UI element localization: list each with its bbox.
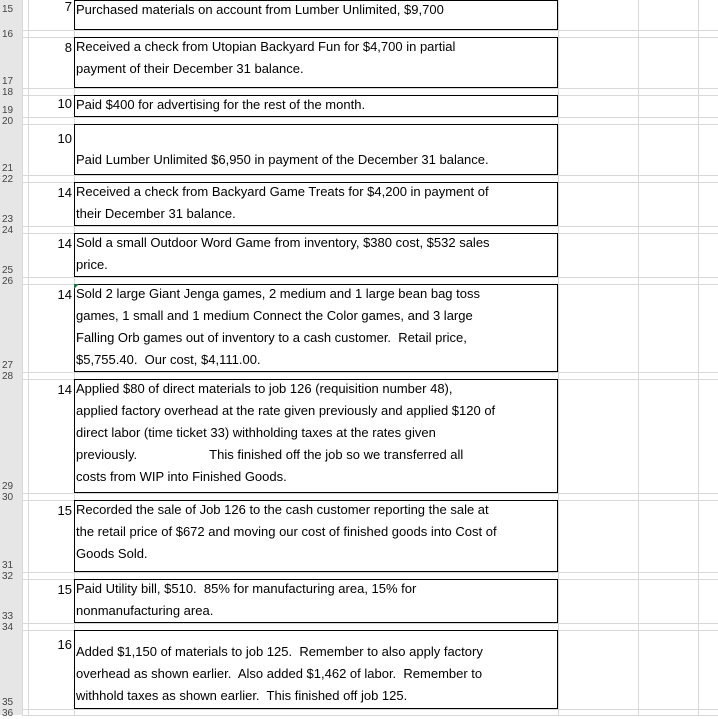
row-header[interactable]: 16 bbox=[2, 29, 14, 40]
comment-indicator[interactable] bbox=[74, 284, 79, 289]
description-cell[interactable]: Received a check from Backyard Game Treats for $4,200 in payment of their December 31 balance. bbox=[76, 184, 489, 221]
description-cell[interactable]: Purchased materials on account from Lumber Unlimited, $9,700 bbox=[76, 2, 444, 17]
journal-entry-row bbox=[0, 630, 718, 709]
row-gridline bbox=[22, 175, 718, 176]
journal-entry-row bbox=[0, 182, 718, 226]
description-cell[interactable]: Paid Utility bill, $510. 85% for manufacturing area, 15% for nonmanufacturing area. bbox=[76, 581, 417, 618]
row-gridline bbox=[22, 226, 718, 227]
row-gridline bbox=[22, 709, 718, 710]
journal-entry-row bbox=[0, 233, 718, 277]
row-header[interactable]: 20 bbox=[2, 116, 14, 127]
row-gridline bbox=[22, 88, 718, 89]
row-header[interactable]: 25 bbox=[2, 265, 14, 276]
row-gridline bbox=[22, 117, 718, 118]
row-header[interactable]: 35 bbox=[2, 697, 14, 708]
row-header[interactable]: 28 bbox=[2, 371, 14, 382]
row-gridline bbox=[22, 372, 718, 373]
row-header[interactable]: 30 bbox=[2, 492, 14, 503]
row-gridline bbox=[22, 623, 718, 624]
journal-entry-row bbox=[0, 95, 718, 117]
day-cell[interactable]: 8 bbox=[64, 40, 72, 55]
row-header[interactable]: 22 bbox=[2, 174, 14, 185]
row-header[interactable]: 18 bbox=[2, 87, 14, 98]
row-header[interactable]: 27 bbox=[2, 360, 14, 371]
day-cell[interactable]: 14 bbox=[57, 382, 72, 397]
row-header[interactable]: 34 bbox=[2, 622, 14, 633]
journal-entry-row bbox=[0, 0, 718, 30]
row-header[interactable]: 33 bbox=[2, 611, 14, 622]
day-cell[interactable]: 15 bbox=[57, 582, 72, 597]
row-header[interactable]: 17 bbox=[2, 76, 14, 87]
row-header[interactable]: 26 bbox=[2, 276, 14, 287]
journal-entry-row bbox=[0, 124, 718, 175]
row-gridline bbox=[22, 493, 718, 494]
row-header[interactable]: 24 bbox=[2, 225, 14, 236]
row-header[interactable]: 19 bbox=[2, 105, 14, 116]
row-header[interactable]: 29 bbox=[2, 481, 14, 492]
row-gridline bbox=[22, 572, 718, 573]
row-header[interactable]: 23 bbox=[2, 214, 14, 225]
journal-entry-row bbox=[0, 579, 718, 623]
day-cell[interactable]: 14 bbox=[57, 236, 72, 251]
row-gridline bbox=[22, 715, 718, 716]
description-cell[interactable]: Recorded the sale of Job 126 to the cash customer reporting the sale at the retail price of $672 and moving our cost of finished goods into Cost of Goods Sold. bbox=[76, 502, 497, 561]
description-cell[interactable]: Paid Lumber Unlimited $6,950 in payment of the December 31 balance. bbox=[76, 152, 489, 167]
description-cell[interactable]: Applied $80 of direct materials to job 126 (requisition number 48), applied factory overhead at the rate given previously and applied $120 of direct labor (time ticket 33) withholding taxes at the rates given previously. This finished off the job so we transferred all costs from WIP into Finished Goods. bbox=[76, 381, 496, 484]
description-cell[interactable]: Sold 2 large Giant Jenga games, 2 medium and 1 large bean bag toss games, 1 small and 1 medium Connect the Color games, and 3 large Falling Orb games out of inventory to a cash customer. Retail price, $5,755.40. Our cost, $4,111.00. bbox=[76, 286, 480, 367]
day-cell[interactable]: 7 bbox=[64, 0, 72, 14]
description-cell[interactable]: Added $1,150 of materials to job 125. Remember to also apply factory overhead as shown earlier. Also added $1,462 of labor. Remember to withhold taxes as shown earlier. This finished off job 125. bbox=[76, 644, 483, 703]
day-cell[interactable]: 14 bbox=[57, 287, 72, 302]
day-cell[interactable]: 15 bbox=[57, 503, 72, 518]
row-header[interactable]: 15 bbox=[2, 4, 14, 15]
day-cell[interactable]: 10 bbox=[57, 131, 72, 146]
description-cell[interactable]: Received a check from Utopian Backyard Fun for $4,700 in partial payment of their December 31 balance. bbox=[76, 39, 456, 76]
journal-entry-row bbox=[0, 37, 718, 88]
row-gridline bbox=[22, 277, 718, 278]
journal-entry-row bbox=[0, 379, 718, 493]
day-cell[interactable]: 10 bbox=[57, 96, 72, 111]
journal-entry-row bbox=[0, 500, 718, 572]
day-cell[interactable]: 14 bbox=[57, 185, 72, 200]
row-gridline bbox=[22, 30, 718, 31]
row-header[interactable]: 21 bbox=[2, 163, 14, 174]
day-cell[interactable]: 16 bbox=[57, 637, 72, 652]
row-header[interactable]: 36 bbox=[2, 708, 14, 719]
row-header[interactable]: 32 bbox=[2, 571, 14, 582]
journal-entry-row bbox=[0, 284, 718, 372]
row-header[interactable]: 31 bbox=[2, 560, 14, 571]
description-cell[interactable]: Paid $400 for advertising for the rest of the month. bbox=[76, 97, 366, 112]
description-cell[interactable]: Sold a small Outdoor Word Game from inventory, $380 cost, $532 sales price. bbox=[76, 235, 490, 272]
